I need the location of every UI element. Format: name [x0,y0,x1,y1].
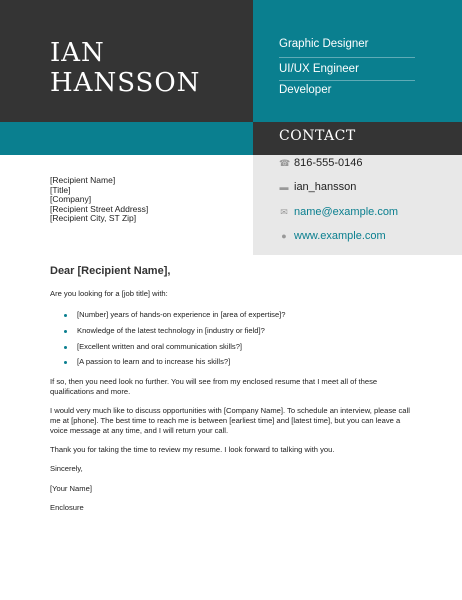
closing: Sincerely, [50,464,83,473]
accent-band [0,122,253,155]
intro-paragraph: Are you looking for a [job title] with: [50,289,168,298]
role-divider [279,57,415,58]
contact-title: CONTACT [279,128,356,144]
contact-handle [279,181,356,193]
recipient-line: [Title] [50,184,71,195]
recipient-line: [Recipient Street Address] [50,203,149,214]
contact-email[interactable] [279,206,398,218]
greeting: Dear [Recipient Name], [50,265,171,277]
role-item: Graphic Designer [279,38,369,50]
bullet-dot [64,330,67,333]
bullet-item: [A passion to learn and to increase his skills?] [77,357,231,366]
recipient-line: [Recipient City, ST Zip] [50,213,137,223]
phone-icon: ☎ [279,158,291,168]
contact-phone [279,157,363,169]
body-paragraph: I would very much like to discuss opportunities with [Company Name]. To schedule an interview, please call me at [phone]. The best time to reach me is between [earliest time] and [latest time], but you can leave a voice message at any time, and I will return your call. [50,406,410,435]
handle-text: ian_hansson [294,181,357,193]
bullet-dot [64,361,67,364]
body-paragraph: If so, then you need look no further. You will see from my enclosed resume that I meet all of these qualifications and more. [50,377,378,396]
bullet-item: Knowledge of the latest technology in [industry or field]? [77,326,265,335]
signature: [Your Name] [50,484,92,493]
bullet-item: [Number] years of hands-on experience in [area of expertise]? [77,310,286,319]
role-divider [279,80,415,81]
name-block [0,0,253,122]
email-text[interactable]: name@example.com [294,206,399,218]
role-item: UI/UX Engineer [279,63,359,75]
phone-text: 816-555-0146 [294,157,363,169]
first-name: IAN [50,38,105,68]
recipient-line: [Company] [50,194,92,204]
last-name: HANSSON [50,68,201,98]
contact-header [253,122,462,155]
website-text[interactable]: www.example.com [294,230,386,242]
email-icon: ✉ [280,207,288,217]
contact-website[interactable] [279,230,386,242]
body-paragraph: Thank you for taking the time to review my resume. I look forward to talking with you. [50,445,335,454]
roles-block [253,0,462,122]
role-item: Developer [279,84,332,96]
user-icon: ▬ [279,182,289,192]
bullet-dot [64,314,67,317]
bullet-item: [Excellent written and oral communication skills?] [77,342,243,351]
globe-icon: ● [281,231,287,241]
enclosure: Enclosure [50,503,84,512]
contact-box [253,155,462,255]
bullet-dot [64,346,67,349]
recipient-address [50,176,148,224]
recipient-line: [Recipient Name] [50,175,116,185]
